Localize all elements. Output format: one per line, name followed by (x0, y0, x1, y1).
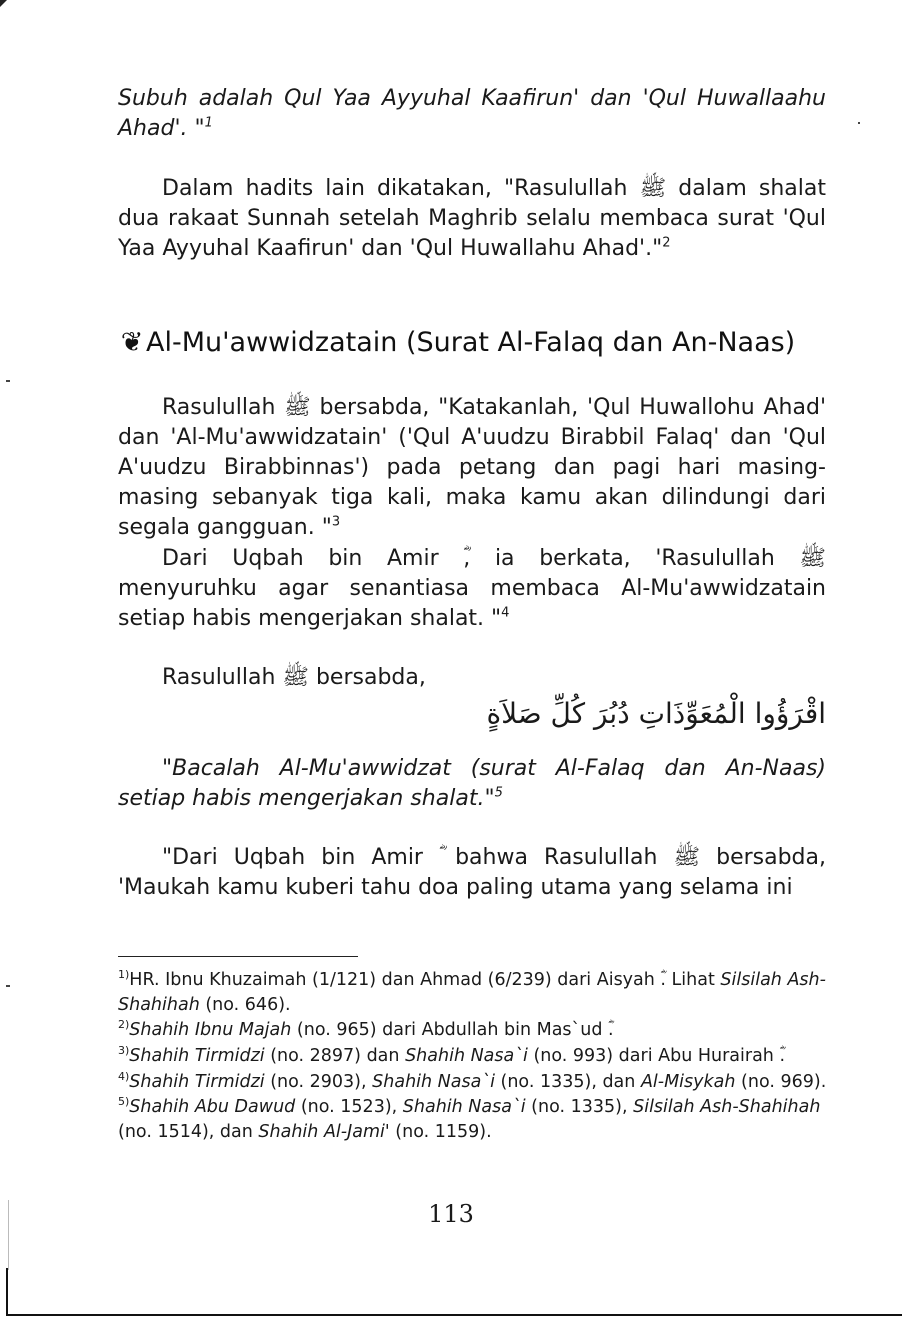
footnote (118, 1044, 830, 1069)
paragraph-translation (118, 754, 826, 814)
footnote-text: HR. Ibnu Khuzaimah (1/121) dan Ahmad (6/239) dari Aisyah ؓ. Lihat (129, 970, 721, 990)
footnote-number: 4) (118, 1070, 130, 1084)
scan-speck (6, 985, 10, 987)
footnote-source: Shahih Nasa`i (402, 1097, 526, 1117)
footnote (118, 1018, 830, 1043)
footnote-number: 2) (118, 1018, 130, 1032)
footnote-text: (no. 1523), (295, 1097, 403, 1117)
footnote-source: Shahih Tirmidzi (129, 1072, 265, 1092)
footnote-text: (no. 1159). (389, 1122, 492, 1142)
footnote-source: Shahih Ibnu Majah (129, 1020, 292, 1040)
paragraph (118, 544, 826, 634)
footnote-text: (no. 2897) dan (264, 1046, 406, 1066)
crop-mark (6, 1314, 902, 1316)
crop-mark (6, 1268, 8, 1316)
footnote-text: (no. 969). (735, 1072, 827, 1092)
paragraph-continuation (118, 84, 826, 144)
footnote-ref[interactable]: 4 (501, 605, 510, 621)
ornament-icon: ❦ (120, 327, 144, 358)
scan-speck (6, 380, 10, 382)
paragraph-text: Dalam hadits lain dikatakan, "Rasulullah ﷺ dalam shalat dua rakaat Sunnah setelah Maghrib selalu membaca surat 'Qul Yaa Ayyuhal Kaafirun' dan 'Qul Huwallahu Ahad'." (118, 176, 826, 261)
corner-mark (0, 0, 7, 7)
scan-speck (858, 122, 860, 124)
footnote-ref[interactable]: 5 (494, 785, 503, 801)
arabic-hadith-text: اقْرَؤُوا الْمُعَوِّذَاتِ دُبُرَ كُلِّ صَلاَةٍ (486, 697, 826, 730)
paragraph-text: Dari Uqbah bin Amir ؓ, ia berkata, 'Rasulullah ﷺ menyuruhku agar senantiasa membaca Al-Mu'awwidzatain setiap habis mengerjakan shalat. " (118, 546, 826, 631)
footnote-text: (no. 1335), (525, 1097, 634, 1117)
footnote-ref[interactable]: 2 (662, 235, 671, 251)
paragraph-text: Subuh adalah Qul Yaa Ayyuhal Kaafirun' dan 'Qul Huwallaahu Ahad'. " (118, 86, 826, 141)
footnote-text: (no. 2903), (264, 1072, 373, 1092)
footnote-text: (no. 993) dari Abu Hurairah ؓ. (527, 1046, 786, 1066)
footnote-number: 5) (118, 1095, 130, 1109)
footnote-text: (no. 1514), dan (118, 1122, 259, 1142)
footnote-source: Shahih Tirmidzi (129, 1046, 265, 1066)
crop-mark (8, 1200, 9, 1270)
footnote-source: Shahih Al-Jami' (258, 1122, 390, 1142)
footnote-source: Silsilah Ash-Shahihah (118, 970, 826, 1015)
footnote-source: Shahih Abu Dawud (129, 1097, 296, 1117)
footnote-divider (118, 956, 358, 957)
section-heading (118, 325, 795, 361)
footnote (118, 1095, 830, 1145)
footnote-source: Al-Misykah (640, 1072, 736, 1092)
footnote-ref[interactable]: 3 (331, 514, 341, 530)
footnote-text: (no. 965) dari Abdullah bin Mas`ud ؓ. (291, 1020, 614, 1040)
paragraph (118, 843, 826, 903)
paragraph-text: Rasulullah ﷺ bersabda, (162, 665, 426, 690)
footnote-source: Shahih Nasa`i (372, 1072, 495, 1092)
footnote (118, 968, 830, 1018)
paragraph-text: Rasulullah ﷺ bersabda, "Katakanlah, 'Qul Huwallohu Ahad' dan 'Al-Mu'awwidzatain' ('Qul A'uudzu Birabbil Falaq' dan 'Qul A'uudzu Birabbinnas') pada petang dan pagi hari masing-masing sebanyak tiga kali, maka kamu akan dilindungi dari segala gangguan. " (118, 395, 826, 540)
paragraph (118, 663, 826, 693)
paragraph (118, 393, 826, 543)
footnote-number: 3) (118, 1044, 130, 1058)
footnote-number: 1) (118, 968, 130, 982)
footnote-text: (no. 1335), dan (494, 1072, 641, 1092)
page-number: 113 (428, 1200, 474, 1228)
paragraph (118, 174, 826, 264)
paragraph-text: "Dari Uqbah bin Amir ؓ bahwa Rasulullah ﷺ bersabda, 'Maukah kamu kuberi tahu doa paling utama yang selama ini (118, 845, 826, 900)
footnote-ref[interactable]: 1 (204, 115, 213, 131)
section-heading-text: Al-Mu'awwidzatain (Surat Al-Falaq dan An-Naas) (146, 327, 796, 358)
paragraph-text: "Bacalah Al-Mu'awwidzat (surat Al-Falaq dan An-Naas) setiap habis mengerjakan shalat." (118, 756, 826, 811)
footnote-source: Silsilah Ash-Shahihah (633, 1097, 821, 1117)
footnote (118, 1070, 830, 1095)
footnote-text: (no. 646). (199, 995, 291, 1015)
footnote-source: Shahih Nasa`i (405, 1046, 528, 1066)
